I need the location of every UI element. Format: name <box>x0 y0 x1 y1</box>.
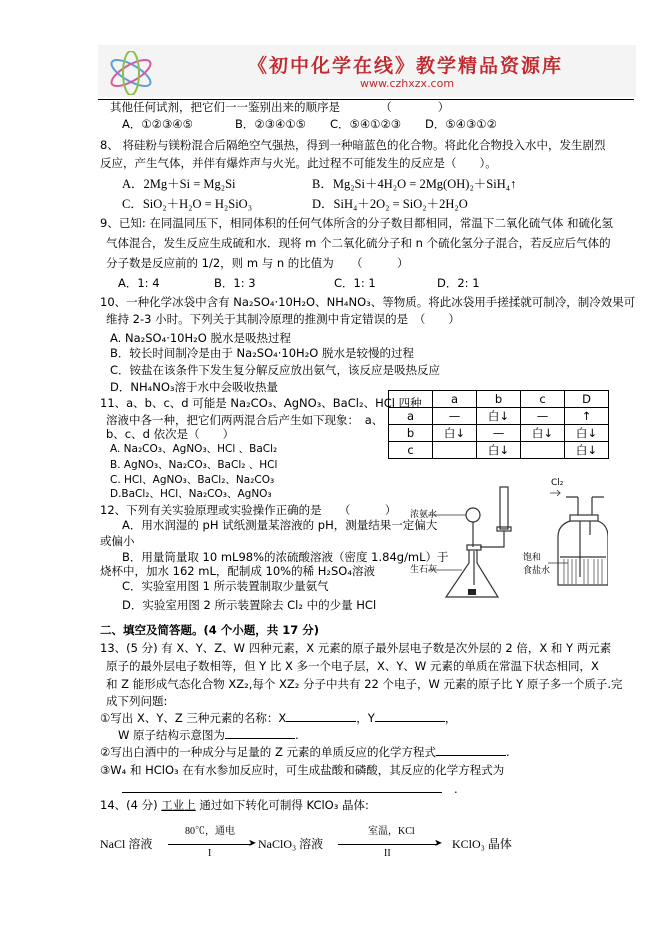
q7-option-b: B．②③④①⑤ <box>235 117 306 131</box>
q9-line3: 分子数是反应前的 1/2，则 m 与 n 的比值为 （ ） <box>106 256 409 270</box>
q13-part2-text: ②写出白酒中的一种成分与足量的 Z 元素的单质反应的化学方程式 <box>100 745 436 759</box>
q13-part1-sep: ， <box>444 711 457 725</box>
q13-part3-answer <box>122 781 458 797</box>
arrowhead-icon: ➤ <box>248 838 257 849</box>
q9-option-a: A．1: 4 <box>118 276 160 290</box>
section-2-title: 二、填空及简答题。(4 个小题，共 17 分) <box>100 623 320 637</box>
label-cl2: Cl₂ <box>551 478 564 488</box>
flow-end: KClO₃ 晶体 <box>452 837 512 851</box>
table-row <box>389 408 609 425</box>
table-cell: 白↓ <box>433 425 477 442</box>
q8-option-b: B．Mg₂Si＋4H₂O = 2Mg(OH)₂＋SiH₄↑ <box>312 177 517 191</box>
q11-option-d: D.BaCl₂、HCl、Na₂CO₃、AgNO₃ <box>110 488 272 500</box>
flow-step1-condition: 80℃，通电 <box>185 826 235 837</box>
q12-option-b2: 烧杯中，加水 162 mL，配制成 10%的稀 H₂SO₄溶液 <box>100 564 375 578</box>
table-cell: c <box>521 391 565 408</box>
q10-line1: 10、一种化学冰袋中含有 Na₂SO₄·10H₂O、NH₄NO₃、等物质。将此冰袋用手搓揉就可制冷，制冷效果可 <box>100 295 636 309</box>
q13-part1-y: ，Y <box>356 711 375 725</box>
q11-line3: b、c、d 依次是（ ） <box>106 427 235 441</box>
flow-step1-label: I <box>208 848 212 859</box>
flow-mid: NaClO₃ 溶液 <box>258 837 324 851</box>
q12-line1: 12、下列有关实验原理或实验操作正确的是 （ ） <box>100 503 397 517</box>
q9-line2: 气体混合，发生反应生成硫和水．现将 m 个二氧化硫分子和 n 个硫化氢分子混合，若反应后气体的 <box>106 236 611 250</box>
q11-line2: 溶液中各一种，把它们两两混合后产生如下现象： a、 <box>106 413 384 427</box>
table-cell: a <box>389 408 433 425</box>
answer-blank-x[interactable] <box>286 710 356 722</box>
q7-option-d: D．⑤④③①② <box>425 117 497 131</box>
q12-option-a1: A．用水润湿的 pH 试纸测量某溶液的 pH，测量结果一定偏大 <box>122 518 438 532</box>
q7-option-c: C．⑤④①②③ <box>330 117 402 131</box>
table-row <box>389 442 609 459</box>
q8-line2: 反应，产生气体，并伴有爆炸声与火光。此过程不可能发生的反应是（ ）。 <box>100 156 497 170</box>
table-cell: ↑ <box>565 408 609 425</box>
q9-line1: 9、已知: 在同温同压下，相同体积的任何气体所含的分子数目都相同，常温下二氧化硫气体 和硫化氢 <box>100 216 613 230</box>
table-cell: 白↓ <box>521 425 565 442</box>
label-brine: 食盐水 <box>523 566 551 576</box>
arrow-right-icon <box>168 844 252 845</box>
q10-option-d: D．NH₄NO₃溶于水中会吸收热量 <box>110 380 278 394</box>
table-cell: 白↓ <box>565 425 609 442</box>
table-cell: — <box>433 408 477 425</box>
period: . <box>506 745 510 759</box>
q11-option-c: C. HCl、AgNO₃、BaCl₂、Na₂CO₃ <box>110 474 275 486</box>
q12-option-c: C．实验室用图 1 所示装置制取少量氨气 <box>122 579 329 593</box>
q8-option-c: C．SiO₂＋H₂O = H₂SiO₃ <box>122 197 253 211</box>
q9-option-c: C．1: 1 <box>334 276 376 290</box>
q13-line4: 成下列问题: <box>106 694 168 708</box>
atom-logo-icon <box>106 51 156 95</box>
q13-part2 <box>100 744 510 760</box>
table-cell <box>433 442 477 459</box>
table-cell: 白↓ <box>477 442 521 459</box>
q11-option-b: B. AgNO₃、Na₂CO₃、BaCl₂ 、HCl <box>110 459 278 471</box>
site-header <box>98 45 636 97</box>
period: . <box>454 782 458 796</box>
q7-stem: 其他任何试剂，把它们一一鉴别出来的顺序是 （ ） <box>110 100 450 114</box>
flow-step2-label: II <box>384 848 391 859</box>
q9-option-b: B．1: 3 <box>214 276 256 290</box>
q9-option-d: D．2: 1 <box>437 276 480 290</box>
table-cell <box>521 442 565 459</box>
q12-option-b1: B．用量筒量取 10 mL98%的浓硫酸溶液（密度 1.84g/mL）于 <box>122 550 449 564</box>
answer-blank-equation-2[interactable] <box>436 744 506 756</box>
q13-line3: 和 Z 能形成气态化合物 XZ₂,每个 XZ₂ 分子中共有 22 个电子，W 元素的原子比 Y 原子多一个质子.完 <box>106 677 623 691</box>
apparatus-drawing-icon <box>418 485 608 605</box>
table-cell: D <box>565 391 609 408</box>
q13-part1-w <box>118 727 299 743</box>
q12-option-a2: 或偏小 <box>100 534 135 548</box>
q8-option-d: D．SiH₄＋2O₂ = SiO₂＋2H₂O <box>312 197 468 211</box>
answer-blank-equation-3[interactable] <box>122 781 442 793</box>
site-title: 《初中化学在线》教学精品资源库 <box>248 55 564 77</box>
q13-part1 <box>100 710 456 726</box>
table-cell: b <box>477 391 521 408</box>
q13-part3: ③W₄ 和 HClO₃ 在有水参加反应时，可生成盐酸和磷酸，其反应的化学方程式为 <box>100 763 505 777</box>
flow-step2-condition: 室温，KCl <box>368 826 415 837</box>
q10-line2: 维持 2-3 小时。下列关于其制冷原理的推测中肯定错误的是 （ ） <box>106 312 460 326</box>
label-quicklime: 生石灰 <box>410 565 438 575</box>
label-saturated: 饱和 <box>523 553 542 563</box>
q7-option-a: A．①②③④⑤ <box>122 117 193 131</box>
site-url[interactable]: www.czhxzx.com <box>360 77 455 90</box>
q14-flow-diagram <box>100 826 512 868</box>
table-cell: 白↓ <box>477 408 521 425</box>
q10-option-c: C．铵盐在该条件下发生复分解反应放出氨气，该反应是吸热反应 <box>110 363 441 377</box>
answer-blank-w[interactable] <box>225 727 295 739</box>
q11-option-a: A. Na₂CO₃、AgNO₃、HCl 、BaCl₂ <box>110 443 278 455</box>
table-cell: b <box>389 425 433 442</box>
table-cell: c <box>389 442 433 459</box>
flow-start: NaCl 溶液 <box>100 837 153 851</box>
q10-option-b: B．较长时间制冷是由于 Na₂SO₄·10H₂O 脱水是较慢的过程 <box>110 346 415 360</box>
table-cell: a <box>433 391 477 408</box>
table-cell: — <box>477 425 521 442</box>
period: . <box>295 728 299 742</box>
q14-stem <box>100 797 369 813</box>
table-cell: — <box>521 408 565 425</box>
table-row <box>389 425 609 442</box>
q13-part1-w-text: W 原子结构示意图为 <box>118 728 226 742</box>
q12-option-d: D．实验室用图 2 所示装置除去 Cl₂ 中的少量 HCl <box>122 598 377 612</box>
table-cell: 白↓ <box>565 442 609 459</box>
arrow-right-icon <box>338 844 438 845</box>
q11-line1: 11、a、b、c、d 可能是 Na₂CO₃、AgNO₃、BaCl₂、HCl 四种 <box>100 396 422 410</box>
q14-underlined: 工业上 <box>161 798 196 812</box>
q10-option-a: A. Na₂SO₄·10H₂O 脱水是吸热过程 <box>110 331 291 345</box>
arrowhead-icon: ➤ <box>434 838 443 849</box>
q14-rest: 通过如下转化可制得 KClO₃ 晶体: <box>195 798 369 812</box>
q8-line1: 8、 将硅粉与镁粉混合后隔绝空气强热，得到一种暗蓝色的化合物。将此化合物投入水中，发生剧烈 <box>100 138 606 152</box>
label-ammonia-water: 浓氨水 <box>410 510 438 520</box>
answer-blank-y[interactable] <box>375 710 445 722</box>
q13-line1: 13、(5 分) 有 X、Y、Z、W 四种元素，X 元素的原子最外层电子数是次外层的 2 倍，X 和 Y 两元素 <box>100 641 612 655</box>
q13-part1-text: ①写出 X、Y、Z 三种元素的名称：X <box>100 711 287 725</box>
q11-reaction-table <box>388 390 609 459</box>
q8-option-a: A．2Mg＋Si = Mg₂Si <box>122 177 236 191</box>
q14-prefix: 14、(4 分) <box>100 798 162 812</box>
lab-apparatus-figure <box>410 478 608 605</box>
table-header-row <box>389 391 609 408</box>
q13-line2: 原子的最外层电子数相等，但 Y 比 X 多一个电子层，X、Y、W 元素的单质在常温下状态相同，X <box>106 659 599 673</box>
table-cell <box>389 391 433 408</box>
